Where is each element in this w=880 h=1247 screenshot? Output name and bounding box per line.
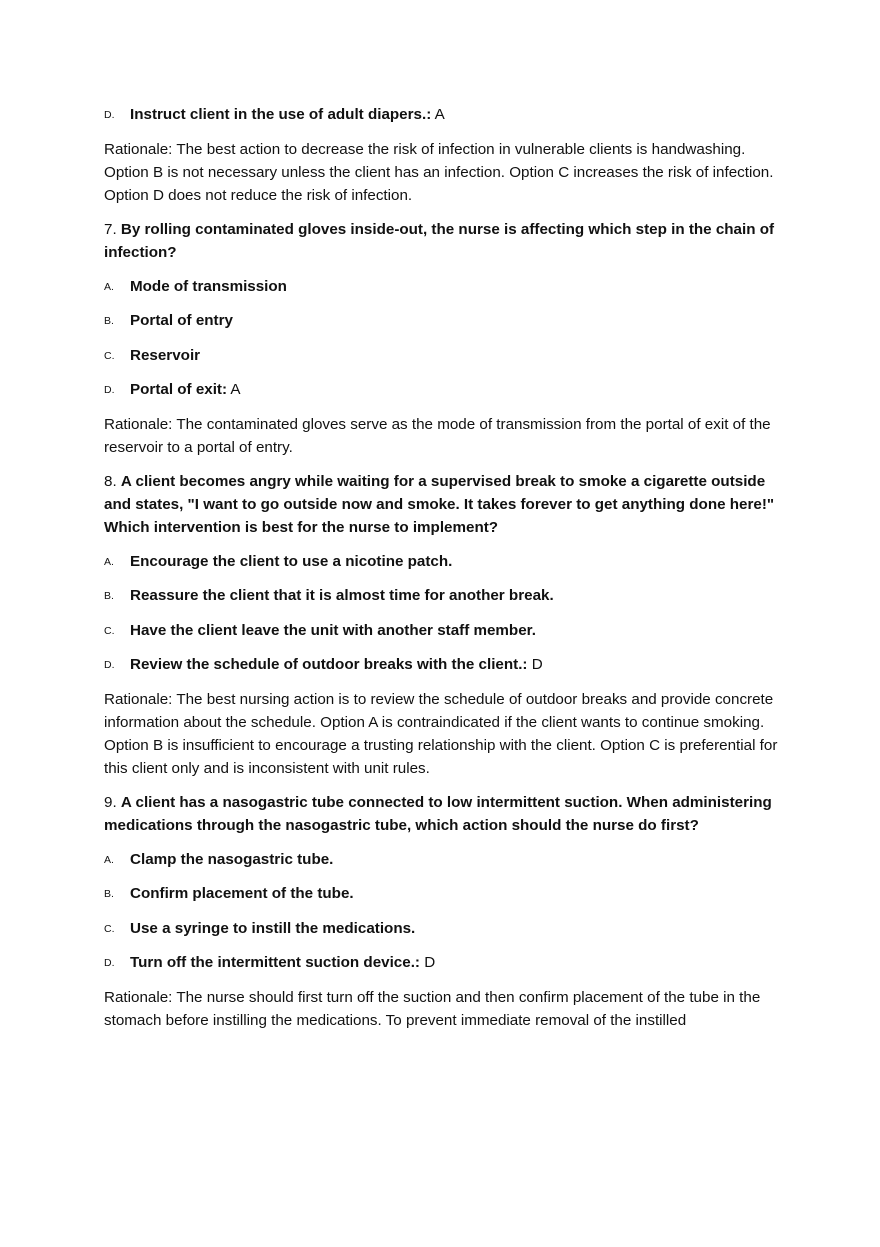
answer-option [104, 584, 784, 607]
answer-option [104, 619, 784, 642]
answer-option [104, 275, 784, 298]
option-text: Turn off the intermittent suction device.: [130, 954, 420, 971]
rationale-paragraph: Rationale: The nurse should first turn off the suction and then confirm placement of the tube in the stomach before instilling the medications. To prevent immediate removal of the instilled [104, 988, 761, 1029]
option-text: Mode of transmission [130, 277, 287, 295]
option-letter: C. [104, 922, 115, 935]
question-number: 8. [104, 472, 121, 490]
option-letter: B. [104, 888, 114, 900]
rationale-paragraph: Rationale: The contaminated gloves serve as the mode of transmission from the portal of exit of the reservoir to a portal of entry. [104, 415, 771, 456]
answer-option [104, 951, 784, 974]
option-letter: C. [104, 349, 115, 362]
question-9 [104, 791, 784, 837]
option-letter: A. [104, 280, 114, 293]
rationale-paragraph: Rationale: The best action to decrease the risk of infection in vulnerable clients is handwashing. Option B is not necessary unless the client has an infection. Option C increases the risk of infection. Option D does not reduce the risk of infection. [104, 140, 774, 204]
answer-option [104, 550, 784, 573]
option-text: Portal of entry [130, 312, 233, 329]
answer-option [104, 653, 784, 676]
question-number: 7. [104, 220, 121, 238]
answer-option [104, 917, 784, 940]
answer-option [104, 848, 784, 871]
question-number: 9. [104, 793, 121, 811]
rationale-paragraph: Rationale: The best nursing action is to review the schedule of outdoor breaks and provide concrete information about the schedule. Option A is contraindicated if the client wants to continue smoking. Option B is insufficient to encourage a trusting relationship with the client. Option C is preferential for this client only and is inconsistent with unit rules. [104, 690, 778, 777]
option-letter: B. [104, 590, 114, 602]
option-letter: C. [104, 624, 115, 637]
option-letter: B. [104, 315, 114, 327]
option-text: Encourage the client to use a nicotine patch. [130, 552, 453, 570]
option-letter: D. [104, 659, 115, 671]
question-text: A client has a nasogastric tube connected to low intermittent suction. When administering medications through the nasogastric tube, which action should the nurse do first? [104, 793, 772, 834]
option-text: Instruct client in the use of adult diapers.: [130, 106, 432, 123]
option-text: Have the client leave the unit with another staff member. [130, 621, 536, 639]
option-text: Confirm placement of the tube. [130, 885, 354, 902]
answer-option [104, 344, 784, 367]
question-text: By rolling contaminated gloves inside-out, the nurse is affecting which step in the chain of infection? [104, 220, 775, 261]
option-letter: D. [104, 957, 115, 969]
option-letter: A. [104, 555, 114, 568]
option-text: Use a syringe to instill the medications. [130, 919, 416, 937]
option-answer: D [419, 954, 436, 971]
question-text: A client becomes angry while waiting for a supervised break to smoke a cigarette outside and states, "I want to go outside now and smoke. It takes forever to get anything done here!" Which intervention is best for the nurse to implement? [104, 472, 775, 536]
answer-option [104, 882, 784, 905]
option-text: Review the schedule of outdoor breaks with the client.: [130, 656, 528, 673]
option-text: Reassure the client that it is almost time for another break. [130, 587, 554, 604]
option-text: Portal of exit: [130, 381, 228, 398]
option-letter: D. [104, 109, 115, 121]
document-content [104, 103, 784, 1043]
option-text: Clamp the nasogastric tube. [130, 850, 334, 868]
question-7 [104, 218, 784, 264]
option-text: Reservoir [130, 346, 201, 364]
question-8 [104, 470, 784, 539]
answer-option [104, 378, 784, 401]
option-answer: A [227, 381, 241, 398]
answer-option [104, 103, 784, 126]
option-letter: D. [104, 384, 115, 396]
option-letter: A. [104, 853, 114, 866]
option-answer: D [527, 656, 543, 673]
option-answer: A [431, 106, 445, 123]
answer-option [104, 309, 784, 332]
